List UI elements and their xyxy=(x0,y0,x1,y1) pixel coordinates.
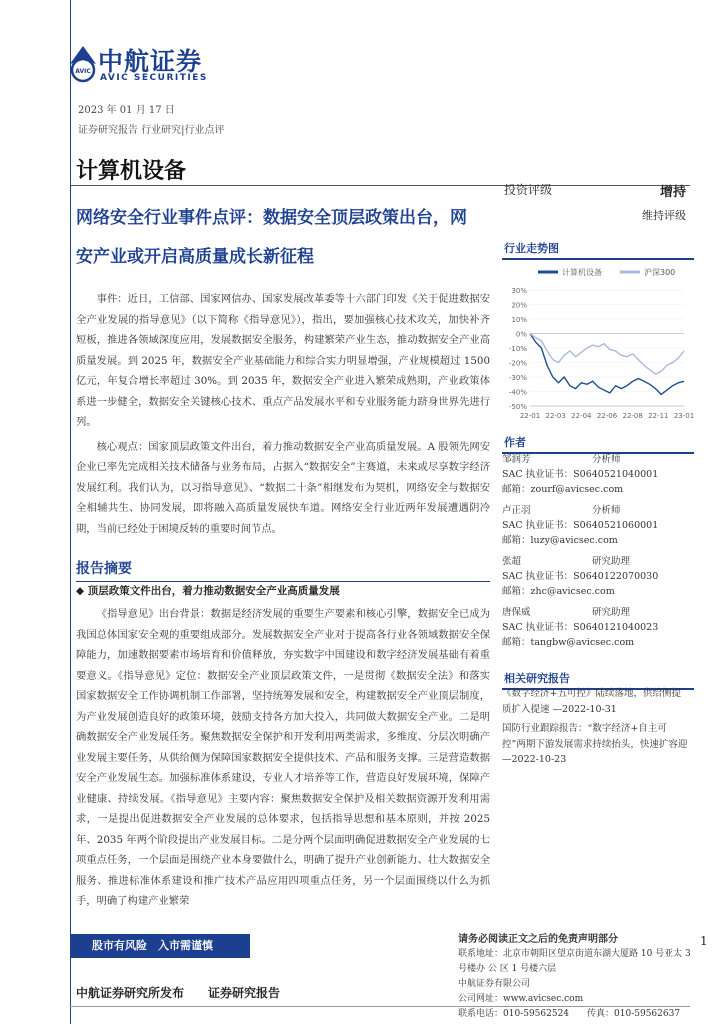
report-title-line2: 安产业或开启高质量成长新征程 xyxy=(76,247,314,267)
report-title-line1: 网络安全行业事件点评：数据安全顶层政策出台，网 xyxy=(76,208,467,228)
page-number: 1 xyxy=(700,934,708,948)
report-type: 证券研究报告 行业研究|行业点评 xyxy=(78,125,225,136)
publisher-line: 中航证券研究所发布 证券研究报告 xyxy=(76,986,281,1000)
trend-chart-svg xyxy=(502,262,695,422)
y-tick-label: 30% xyxy=(511,287,527,295)
author-email[interactable]: 邮箱：zourf@avicsec.com xyxy=(502,484,624,495)
rating-sub: 维持评级 xyxy=(642,209,686,222)
footer-divider xyxy=(70,1006,690,1007)
author-email[interactable]: 邮箱：zhc@avicsec.com xyxy=(502,586,615,597)
authors-heading: 作者 xyxy=(502,432,694,454)
author-cert: SAC 执业证书：S0640521040001 xyxy=(502,469,659,480)
company-logo xyxy=(68,44,98,88)
summary-body xyxy=(76,604,490,912)
author-entry xyxy=(502,452,690,497)
author-entry xyxy=(502,605,690,650)
chart-lines xyxy=(530,334,684,395)
disclaimer-title: 请务必阅读正文之后的免责声明部分 xyxy=(458,934,618,945)
chart-grid xyxy=(509,287,694,420)
summary-bullet: ◆ 顶层政策文件出台，着力推动数据安全产业高质量发展 xyxy=(76,585,340,597)
trend-chart xyxy=(502,262,695,422)
author-name: 邹润芳 xyxy=(502,454,531,465)
related-item[interactable]: 《数字经济+五可控》陆续落地，供给侧提质扩入提速 —2022-10-31 xyxy=(502,688,681,715)
author-role: 分析师 xyxy=(592,454,621,465)
author-entry xyxy=(502,503,690,548)
y-tick-label: 0% xyxy=(515,330,527,339)
author-name: 卢正羽 xyxy=(502,505,531,516)
company-name: 中航证券 xyxy=(98,47,203,76)
footer-company: 中航证券有限公司 xyxy=(458,979,531,989)
author-entry xyxy=(502,554,690,599)
footer-phone: 联系电话：010-59562524 传真：010-59562637 xyxy=(458,1009,681,1019)
x-tick-label: 22-03 xyxy=(545,412,566,420)
report-date: 2023 年 01 月 17 日 xyxy=(78,105,175,116)
legend-label: 计算机设备 xyxy=(562,268,602,277)
related-list xyxy=(502,686,690,768)
risk-warning-band: 股市有风险 入市需谨慎 xyxy=(70,934,250,958)
author-name: 唐保威 xyxy=(502,607,531,618)
rating-label: 投资评级 xyxy=(504,183,553,197)
chart-heading: 行业走势图 xyxy=(502,238,694,260)
x-tick-label: 22-08 xyxy=(622,412,643,420)
y-tick-label: -40% xyxy=(508,388,527,397)
y-tick-label: -10% xyxy=(508,345,527,353)
x-tick-label: 23-01 xyxy=(673,412,695,420)
author-role: 研究助理 xyxy=(592,607,631,618)
author-email[interactable]: 邮箱：tangbw@avicsec.com xyxy=(502,637,635,648)
x-tick-label: 22-01 xyxy=(519,412,541,420)
related-heading: 相关研究报告 xyxy=(502,668,694,690)
company-sub: AVIC SECURITIES xyxy=(100,73,208,83)
core-view-paragraph: 核心观点：国家顶层政策文件出台，着力推动数据安全产业高质量发展。A 股领先网安企业已率先完成相关技术储备与业务布局，占据入“数据安全”主赛道，未来或尽享数字经济发展红利。我们认为，以习指导意见》、“数据二十条”相继发布为契机，网络安全与数据安全相辅共生、协同发展，即将融入高质量发展快车道。网络安全行业近两年发展遭遇阴冷期，当前已经处于困境反转的重要时间节点。 xyxy=(76,440,490,535)
author-cert: SAC 执业证书：S0640521060001 xyxy=(502,520,659,531)
rating-value: 增持 xyxy=(659,185,686,200)
x-tick-label: 22-11 xyxy=(648,412,669,420)
author-list xyxy=(502,452,690,650)
sector-title: 计算机设备 xyxy=(76,158,187,184)
y-tick-label: 20% xyxy=(511,301,527,310)
x-tick-label: 22-04 xyxy=(571,412,592,420)
series-line xyxy=(530,334,684,375)
left-margin-rule xyxy=(70,0,71,1024)
x-tick-label: 22-06 xyxy=(596,412,618,420)
footer-info xyxy=(458,932,698,1022)
author-email[interactable]: 邮箱：luzy@avicsec.com xyxy=(502,535,618,546)
legend-label: 沪深300 xyxy=(644,268,676,277)
y-tick-label: 10% xyxy=(511,316,527,324)
author-cert: SAC 执业证书：S0640121040023 xyxy=(502,622,659,633)
series-line xyxy=(530,334,684,395)
avic-logo-icon xyxy=(68,44,98,84)
y-tick-label: -20% xyxy=(508,359,527,368)
logo-letters: AVIC xyxy=(75,68,91,75)
author-role: 分析师 xyxy=(592,505,621,516)
y-tick-label: -50% xyxy=(508,403,527,411)
top-divider xyxy=(70,185,690,186)
summary-heading: 报告摘要 xyxy=(76,558,490,582)
chart-legend xyxy=(538,267,675,277)
y-tick-label: -30% xyxy=(508,374,527,382)
author-role: 研究助理 xyxy=(592,556,631,567)
related-item[interactable]: 国防行业跟踪报告：“数字经济+自主可控”两期下游发展需求持续抬头，快速扩容迎 —2022-10-23 xyxy=(502,723,688,765)
body-intro xyxy=(76,289,490,539)
event-paragraph: 事件：近日，工信部、国家网信办、国家发展改革委等十六部门印发《关于促进数据安全产业发展的指导意见》（以下简称《指导意见》），指出，要加强核心技术攻关，加快补齐短板，推进各领域深度应用，发展数据安全服务，构建繁荣产业生态，推动数据安全产业高质量发展。到 2025 年，数据安全产业基础能力和综合实力明显增强，产业规模超过 1500 亿元，年复合增长率超过 30%。到 2035 年，数据安全产业进入繁荣成熟期，产业政策体系进一步健全，数据安全关键核心技术、重点产品发展水平和专业服务能力跻身世界先进行列。 xyxy=(76,293,490,428)
summary-paragraph: 《指导意见》出台背景：数据是经济发展的重要生产要素和核心引擎，数据安全已成为我国总体国家安全观的重要组成部分。发展数据安全产业对于提高各行业各领域数据安全保障能力，加速数据要素市场培育和价值释放，夯实数字中国建设和数字经济发展基础有着重要意义。《指导意见》定位：数据安全产业顶层政策文件，一是贯彻《数据安全法》和落实国家数据安全工作协调机制工作部署，坚持统筹发展和安全，构建数据安全产业顶层制度，为产业发展创造良好的政策环境，鼓励支持各方加大投入，共同做大数据安全产业。二是明确数据安全产业发展任务。聚焦数据安全保护和开发利用两类需求，多维度、分层次明确产业发展主要任务，从供给侧为保障国家数据安全提供技术、产品和服务支撑。三是营造数据安全产业发展生态。加强标准体系建设，专业人才培养等工作，营造良好发展环境，保障产业健康、持续发展。《指导意见》主要内容：聚焦数据安全保护及相关数据资源开发利用需求，一是提出促进数据安全产业发展的总体要求，包括指导思想和基本原则，并按 2025 年、2035 年两个阶段提出产业发展目标。二是分两个层面明确促进数据安全产业发展的七项重点任务，一个层面是围绕产业本身要做什么，明确了提升产业创新能力、壮大数据安全服务、推进标准体系建设和推广技术产品应用四项重点任务，另一个层面围绕以什么为抓手，明确了构建产业繁荣 xyxy=(76,608,490,907)
author-name: 张超 xyxy=(502,556,522,567)
footer-website[interactable]: 公司网址：www.avicsec.com xyxy=(458,994,584,1004)
author-cert: SAC 执业证书：S0640122070030 xyxy=(502,571,659,582)
footer-address: 联系地址：北京市朝阳区望京街道东湖大厦路 10 号亚太 3 号楼办 公 区 1 号楼六层 xyxy=(458,949,691,974)
